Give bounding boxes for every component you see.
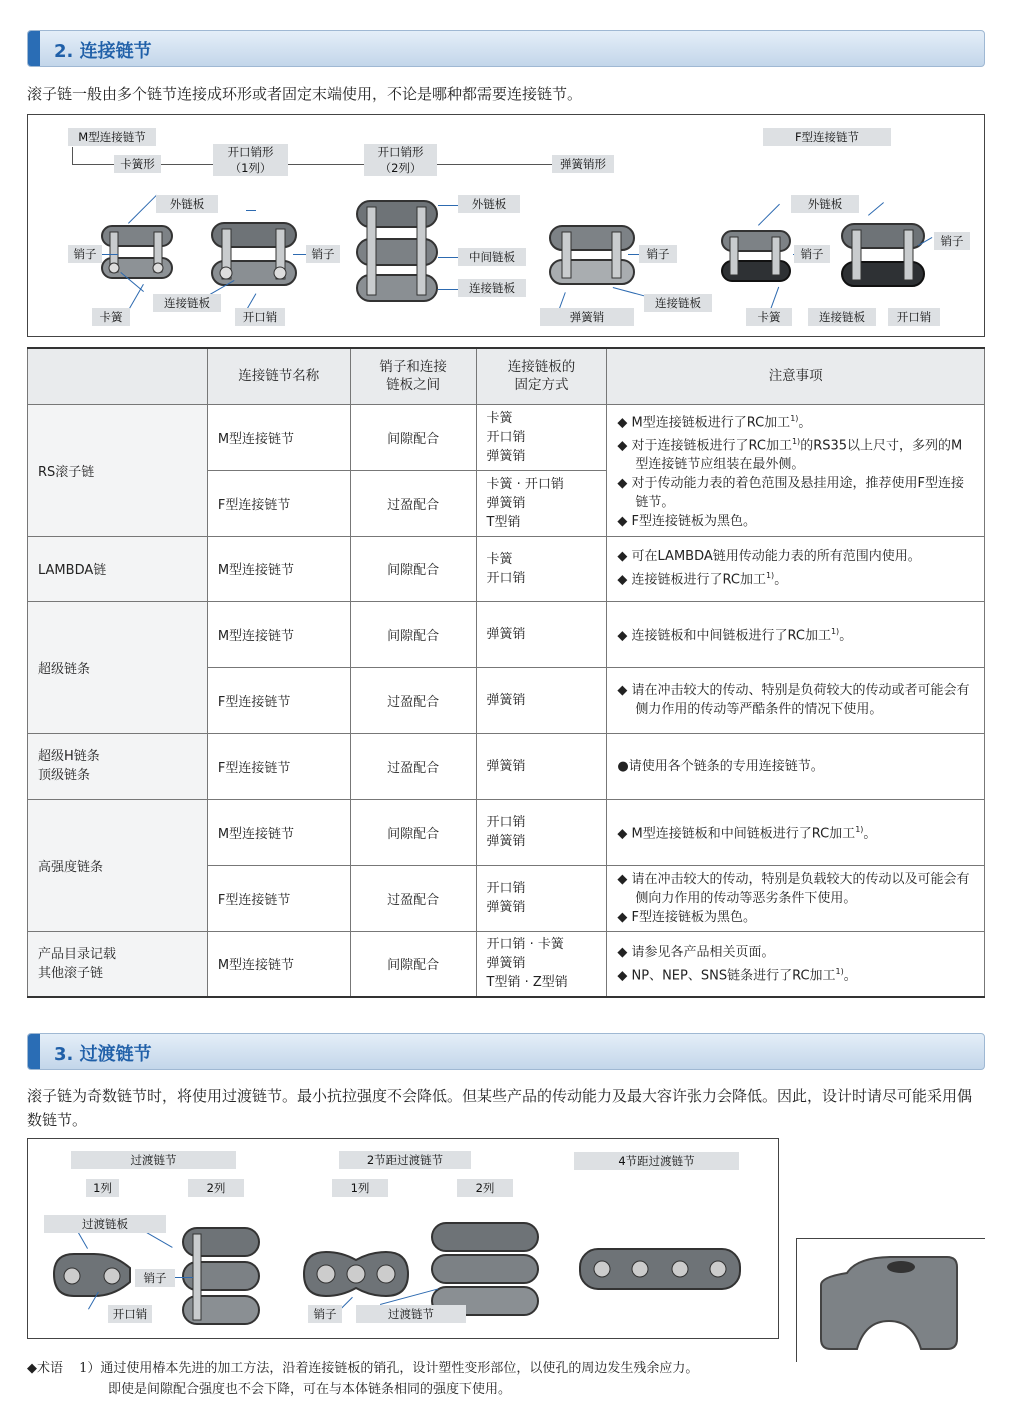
label-m-type: M型连接链节 [68, 128, 156, 146]
label-offset-2p: 2节距过渡链节 [339, 1151, 471, 1169]
lambda-m-name: M型连接链节 [207, 536, 350, 601]
super-m-fix: 弹簧销 [476, 601, 607, 667]
label-cotter-offset: 开口销 [108, 1305, 152, 1323]
label-clip-type: 卡簧形 [114, 155, 161, 173]
label-f-type: F型连接链节 [763, 128, 891, 146]
category-high-strength: 高强度链条 [28, 799, 208, 931]
superh-notes: ●请使用各个链条的专用连接链节。 [607, 733, 985, 799]
rs-m-name: M型连接链节 [207, 404, 350, 470]
label-1row-a: 1列 [86, 1179, 119, 1197]
super-f-notes: ◆ 请在冲击较大的传动、特别是负荷较大的传动或者可能会有侧力作用的传动等严酷条件的情况下使用。 [607, 667, 985, 733]
section-3-header [27, 1033, 985, 1070]
high-f-notes: ◆ 请在冲击较大的传动，特别是负载较大的传动以及可能会有侧向力作用的传动等恶劣条件下使用。 ◆ F型连接链板为黑色。 [607, 865, 985, 931]
section-2-header [27, 30, 985, 67]
category-lambda: LAMBDA链 [28, 536, 208, 601]
high-f-fit: 过盈配合 [350, 865, 476, 931]
table-row [28, 733, 985, 799]
section-3-intro: 滚子链为奇数链节时，将使用过渡链节。最小抗拉强度不会降低。但某些产品的传动能力及最大容许张力会降低。因此，设计时请尽可能采用偶数链节。 [27, 1087, 973, 1129]
other-notes: ◆ 请参见各产品相关页面。 ◆ NP、NEP、SNS链条进行了RC加工$^{1)}$。 [607, 931, 985, 997]
label-connecting-plate-4: 连接链板 [808, 308, 876, 326]
other-m-name: M型连接链节 [207, 931, 350, 997]
rs-f-name: F型连接链节 [207, 470, 350, 536]
rs-m-fix: 卡簧 开口销 弹簧销 [476, 404, 607, 470]
high-m-fit: 间隙配合 [350, 799, 476, 865]
footnote-line2: 即使是间隙配合强度也不会下降，可在与本体链条相同的强度下使用。 [108, 1382, 512, 1397]
high-m-fix: 开口销 弹簧销 [476, 799, 607, 865]
label-spring-pin: 弹簧销 [540, 308, 634, 326]
rs-notes: ◆ M型连接链板进行了RC加工$^{1)}$。 ◆ 对于连接链板进行了RC加工$^{1)}$的RS35以上尺寸，多列的M型连接链节应组装在最外侧。 ◆ 对于传动能力表的着色范围及悬挂用途，推荐使用F型连接链节。 ◆ F型连接链板为黑色。 [607, 404, 985, 536]
label-clip-1: 卡簧 [92, 308, 130, 326]
superh-f-fit: 过盈配合 [350, 733, 476, 799]
table-row [28, 931, 985, 997]
label-pin-2: 销子 [306, 245, 340, 263]
super-f-fix: 弹簧销 [476, 667, 607, 733]
category-other: 产品目录记载 其他滚子链 [28, 931, 208, 997]
label-cotter-pin-2: 开口销 [888, 308, 940, 326]
offset-2p-2row-image [428, 1219, 543, 1319]
label-1row-b: 1列 [332, 1179, 388, 1197]
label-cotter-2row: 开口销形 （2列） [364, 144, 437, 176]
label-connecting-plate-2: 连接链板 [458, 279, 526, 297]
table-row [28, 799, 985, 865]
label-pin-3: 销子 [639, 245, 677, 263]
offset-1row-image [48, 1244, 138, 1304]
category-super: 超级链条 [28, 601, 208, 733]
superh-f-fix: 弹簧销 [476, 733, 607, 799]
label-outer-plate-1: 外链板 [156, 195, 218, 213]
label-offset-link-2p: 过渡链节 [356, 1305, 466, 1323]
label-clip-2: 卡簧 [746, 308, 792, 326]
cotter-2row-link-image [353, 197, 443, 307]
super-f-name: F型连接链节 [207, 667, 350, 733]
label-offset-4p: 4节距过渡链节 [574, 1152, 739, 1170]
label-offset-plate: 过渡链板 [44, 1215, 166, 1233]
header-notes: 注意事项 [607, 348, 985, 404]
offset-2p-1row-image [298, 1244, 418, 1304]
header-name: 连接链节名称 [207, 348, 350, 404]
high-m-name: M型连接链节 [207, 799, 350, 865]
header-fixing: 连接链板的 固定方式 [476, 348, 607, 404]
section-2-title: 2. 连接链节 [54, 41, 152, 62]
other-m-fit: 间隙配合 [350, 931, 476, 997]
rs-f-fix: 卡簧 · 开口销 弹簧销 T型销 [476, 470, 607, 536]
m-clip-link-image [98, 220, 178, 282]
f-clip-link-image [718, 225, 798, 285]
super-m-notes: ◆ 连接链板和中间链板进行了RC加工$^{1)}$。 [607, 601, 985, 667]
lambda-m-fix: 卡簧 开口销 [476, 536, 607, 601]
offset-plate-photo-frame [796, 1238, 985, 1362]
label-pin-1: 销子 [68, 245, 102, 263]
label-pin-4: 销子 [794, 245, 830, 263]
rs-f-fit: 过盈配合 [350, 470, 476, 536]
super-m-fit: 间隙配合 [350, 601, 476, 667]
table-row [28, 404, 985, 470]
label-offset: 过渡链节 [71, 1151, 236, 1169]
offset-plate-image [817, 1253, 967, 1363]
rs-m-fit: 间隙配合 [350, 404, 476, 470]
lambda-m-fit: 间隙配合 [350, 536, 476, 601]
high-f-name: F型连接链节 [207, 865, 350, 931]
category-rs: RS滚子链 [28, 404, 208, 536]
label-spring-type: 弹簧销形 [552, 155, 614, 173]
high-f-fix: 开口销 弹簧销 [476, 865, 607, 931]
table-row [28, 536, 985, 601]
label-2row-a: 2列 [188, 1179, 244, 1197]
header-fit: 销子和连接 链板之间 [350, 348, 476, 404]
label-outer-plate-2: 外链板 [458, 195, 520, 213]
other-m-fix: 开口销 · 卡簧 弹簧销 T型销 · Z型销 [476, 931, 607, 997]
spring-pin-link-image [546, 220, 641, 290]
m-cotter-link-image [208, 215, 303, 295]
offset-link-diagram [27, 1138, 779, 1339]
footnote [27, 1358, 698, 1379]
label-2row-b: 2列 [457, 1179, 513, 1197]
label-pin-offset: 销子 [135, 1269, 175, 1287]
f-cotter-link-image [838, 218, 930, 296]
category-super-h: 超级H链条 顶级链条 [28, 733, 208, 799]
label-cotter-pin-1: 开口销 [235, 308, 285, 326]
connecting-link-table [27, 347, 985, 998]
lambda-notes: ◆ 可在LAMBDA链用传动能力表的所有范围内使用。 ◆ 连接链板进行了RC加工$^{1)}$。 [607, 536, 985, 601]
label-pin-offset-2p: 销子 [308, 1305, 342, 1323]
high-m-notes: ◆ M型连接链板和中间链板进行了RC加工$^{1)}$。 [607, 799, 985, 865]
table-row [28, 601, 985, 667]
super-m-name: M型连接链节 [207, 601, 350, 667]
section-3-title: 3. 过渡链节 [54, 1044, 152, 1065]
label-pin-5: 销子 [934, 232, 970, 250]
label-outer-plate-3: 外链板 [791, 195, 859, 213]
footnote-line1: 1）通过使用椿本先进的加工方法，沿着连接链板的销孔，设计塑性变形部位，以使孔的周边发生残余应力。 [79, 1361, 699, 1376]
connecting-link-diagram [27, 114, 985, 337]
label-connecting-plate-1: 连接链板 [153, 294, 221, 312]
super-f-fit: 过盈配合 [350, 667, 476, 733]
section-2-intro: 滚子链一般由多个链节连接成环形或者固定末端使用，不论是哪种都需要连接链节。 [27, 85, 583, 103]
superh-f-name: F型连接链节 [207, 733, 350, 799]
label-cotter-1row: 开口销形 （1列） [213, 144, 288, 176]
offset-4p-image [576, 1239, 746, 1299]
label-connecting-plate-3: 连接链板 [644, 294, 712, 312]
footnote-term: ◆术语 [27, 1361, 63, 1376]
label-middle-plate: 中间链板 [458, 248, 526, 266]
